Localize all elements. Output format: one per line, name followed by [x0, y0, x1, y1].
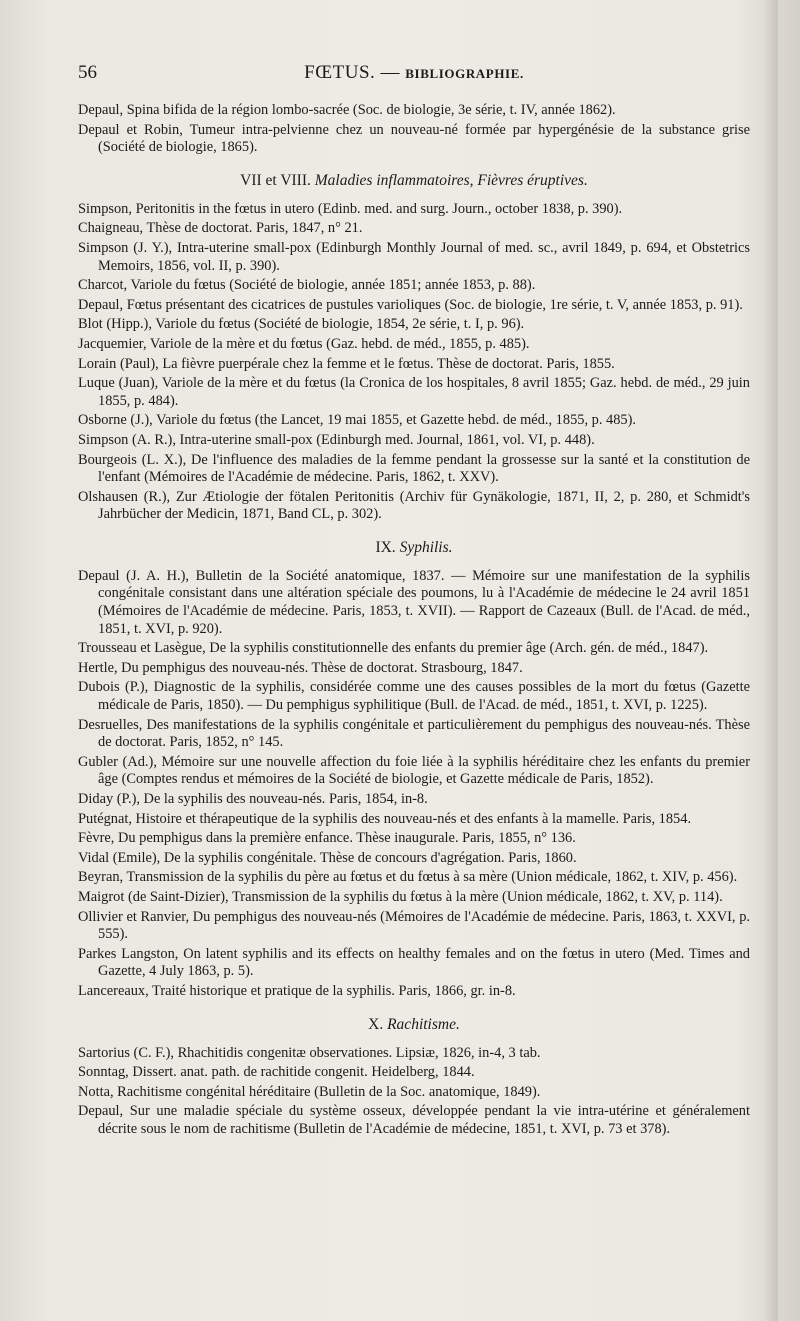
- bib-entry: Parkes Langston, On latent syphilis and its effects on healthy females and on the fœtus in utero (Med. Times and Gazette, 4 July 1863, p. 5).: [78, 945, 750, 980]
- bib-entry: Desruelles, Des manifestations de la syphilis congénitale et particulièrement du pemphigus des nouveau-nés. Thèse de doctorat. Paris, 1852, n° 145.: [78, 716, 750, 751]
- bib-entry: Depaul, Sur une maladie spéciale du système osseux, développée pendant la vie intra-utérine et généralement décrite sous le nom de rachitisme (Bulletin de l'Académie de médecine, 1851, t. XVI, p. 73 et 378).: [78, 1103, 750, 1137]
- bib-entry: Gubler (Ad.), Mémoire sur une nouvelle affection du foie liée à la syphilis héréditaire chez les enfants du premier âge (Comptes rendus et mémoires de la Société de biologie, et Gazette médicale de Paris, 1852).: [78, 753, 750, 788]
- bib-entry: Ollivier et Ranvier, Du pemphigus des nouveau-nés (Mémoires de l'Académie de médecine. Paris, 1863, t. XXVI, p. 555).: [78, 908, 750, 943]
- section-heading-vii-viii: [78, 172, 750, 192]
- section-number: X.: [368, 1015, 384, 1033]
- bib-entry: Simpson (A. R.), Intra-uterine small-pox (Edinburgh med. Journal, 1861, vol. VI, p. 448).: [78, 431, 595, 448]
- section-heading-x: [78, 1016, 750, 1036]
- bib-entry: Lorain (Paul), La fièvre puerpérale chez la femme et le fœtus. Thèse de doctorat. Paris, 1855.: [78, 355, 615, 372]
- bib-entry: Lancereaux, Traité historique et pratique de la syphilis. Paris, 1866, gr. in-8.: [78, 982, 516, 999]
- bib-entry: Vidal (Emile), De la syphilis congénitale. Thèse de concours d'agrégation. Paris, 1860.: [78, 849, 577, 866]
- bib-entry: Sonntag, Dissert. anat. path. de rachitide congenit. Heidelberg, 1844.: [78, 1064, 475, 1081]
- bib-entry: Depaul et Robin, Tumeur intra-pelvienne chez un nouveau-né formée par hypergénésie de la substance grise (Société de biologie, 1865).: [78, 121, 750, 156]
- section-number: VII et VIII.: [240, 171, 311, 189]
- bib-entry: Diday (P.), De la syphilis des nouveau-nés. Paris, 1854, in-8.: [78, 791, 428, 807]
- running-title: [138, 62, 750, 84]
- bib-entry: Simpson, Peritonitis in the fœtus in utero (Edinb. med. and surg. Journ., october 1838, p. 390).: [78, 200, 623, 217]
- section-title: Maladies inflammatoires, Fièvres éruptives.: [314, 171, 588, 189]
- section-title: Syphilis.: [399, 538, 453, 556]
- bib-entry: Trousseau et Lasègue, De la syphilis constitutionnelle des enfants du premier âge (Arch. gén. de méd., 1847).: [78, 640, 709, 657]
- bib-entry: Olshausen (R.), Zur Ætiologie der fötalen Peritonitis (Archiv für Gynäkologie, 1871, II, 2, p. 280, et Schmidt's Jahrbücher der Medicin, 1871, Band CL, p. 302).: [78, 488, 750, 523]
- bib-entry: Blot (Hipp.), Variole du fœtus (Société de biologie, 1854, 2e série, t. I, p. 96).: [78, 316, 525, 333]
- bib-entry: Depaul (J. A. H.), Bulletin de la Société anatomique, 1837. — Mémoire sur une manifestation de la syphilis congénitale consistant dans une altération spéciale des poumons, lu à l'Académie de médecine le 24 avril 1851 (Mémoires de l'Académie de médecine. Paris, 1853, t. XVII). — Rapport de Cazeaux (Bull. de l'Acad. de méd., 1851, t. XVI, p. 920).: [78, 567, 750, 637]
- bib-entry: Hertle, Du pemphigus des nouveau-nés. Thèse de doctorat. Strasbourg, 1847.: [78, 659, 523, 676]
- bib-entry: Jacquemier, Variole de la mère et du fœtus (Gaz. hebd. de méd., 1855, p. 485).: [78, 335, 530, 352]
- text-column: [78, 62, 750, 1141]
- bib-entry: Putégnat, Histoire et thérapeutique de la syphilis des nouveau-nés et des enfants à la mamelle. Paris, 1854.: [78, 810, 692, 827]
- bib-entry: Charcot, Variole du fœtus (Société de biologie, année 1851; année 1853, p. 88).: [78, 277, 536, 294]
- page-number: 56: [78, 62, 97, 83]
- bib-entry: Notta, Rachitisme congénital héréditaire (Bulletin de la Soc. anatomique, 1849).: [78, 1083, 541, 1100]
- bib-entry: Bourgeois (L. X.), De l'influence des maladies de la femme pendant la grossesse sur la santé et la constitution de l'enfant (Mémoires de l'Académie de médecine. Paris, 1862, t. XXV).: [78, 451, 750, 486]
- running-header: [78, 62, 750, 92]
- bib-entry: Simpson (J. Y.), Intra-uterine small-pox (Edinburgh Monthly Journal of med. sc., avril 1849, p. 694, et Obstetrics Memoirs, 1856, vol. II, p. 390).: [78, 239, 750, 274]
- bib-entry: Beyran, Transmission de la syphilis du père au fœtus et du fœtus à sa mère (Union médicale, 1862, t. XIV, p. 456).: [78, 869, 738, 886]
- bib-entry: Maigrot (de Saint-Dizier), Transmission de la syphilis du fœtus à la mère (Union médicale, 1862, t. XV, p. 114).: [78, 888, 723, 905]
- bib-entry: Chaigneau, Thèse de doctorat. Paris, 1847, n° 21.: [78, 220, 363, 237]
- bib-entry: Luque (Juan), Variole de la mère et du fœtus (la Cronica de los hospitales, 8 avril 1855; Gaz. hebd. de méd., 29 juin 1855, p. 484).: [78, 375, 750, 409]
- bib-entry: Depaul, Spina bifida de la région lombo-sacrée (Soc. de biologie, 3e série, t. IV, année 1862).: [78, 102, 616, 118]
- bib-entry: Fèvre, Du pemphigus dans la première enfance. Thèse inaugurale. Paris, 1855, n° 136.: [78, 830, 576, 847]
- bib-entry: Dubois (P.), Diagnostic de la syphilis, considérée comme une des causes possibles de la mort du fœtus (Gazette médicale de Paris, 1850). — Du pemphigus syphilitique (Bull. de l'Acad. de méd., 1851, t. XVI, p. 1225).: [78, 679, 750, 714]
- running-title-sub: BIBLIOGRAPHIE.: [405, 66, 524, 81]
- running-title-main: FŒTUS. —: [304, 62, 406, 83]
- bib-entry: Depaul, Fœtus présentant des cicatrices de pustules varioliques (Soc. de biologie, 1re série, t. V, année 1853, p. 91).: [78, 296, 743, 313]
- bib-entry: Osborne (J.), Variole du fœtus (the Lancet, 19 mai 1855, et Gazette hebd. de méd., 1855, p. 485).: [78, 412, 637, 429]
- section-number: IX.: [375, 538, 396, 556]
- page-edge-shadow: [764, 0, 778, 1321]
- section-title: Rachitisme.: [387, 1015, 460, 1033]
- section-heading-ix: [78, 539, 750, 559]
- bib-entry: Sartorius (C. F.), Rhachitidis congenitæ observationes. Lipsiæ, 1826, in-4, 3 tab.: [78, 1044, 541, 1061]
